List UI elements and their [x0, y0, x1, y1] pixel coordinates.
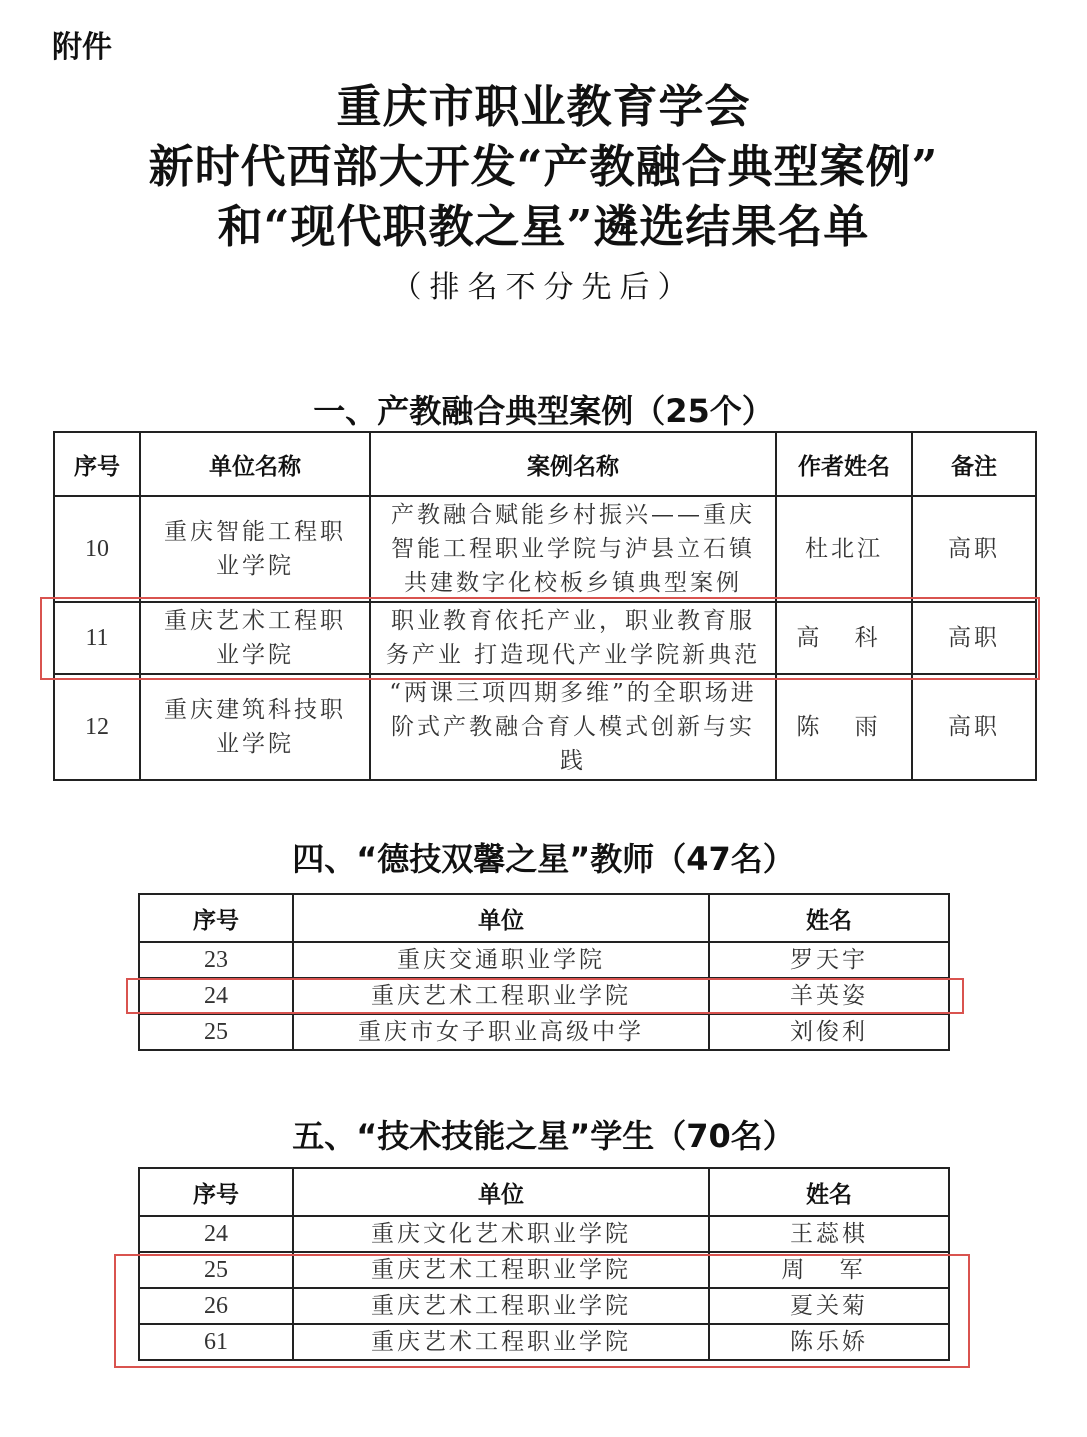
header-author: 作者姓名	[776, 432, 912, 496]
row-author: 杜北江	[776, 496, 912, 602]
row-name: 王蕊棋	[709, 1216, 949, 1252]
title-line-1: 重庆市职业教育学会	[336, 80, 751, 133]
row-name: 陈乐娇	[709, 1324, 949, 1360]
row-name: 夏关菊	[709, 1288, 949, 1324]
row-no: 24	[139, 978, 293, 1014]
section4-table	[138, 893, 950, 1051]
table-header-row	[139, 1168, 949, 1216]
highlight-box	[114, 1254, 970, 1368]
header-case: 案例名称	[370, 432, 776, 496]
row-name: 羊英姿	[709, 978, 949, 1014]
row-unit: 重庆智能工程职业学院	[140, 496, 370, 602]
row-unit: 重庆艺术工程职业学院	[293, 978, 709, 1014]
row-case: 产教融合赋能乡村振兴——重庆智能工程职业学院与泸县立石镇共建数字化校板乡镇典型案例	[370, 496, 776, 602]
row-no: 26	[139, 1288, 293, 1324]
table-row	[54, 674, 1036, 780]
table-row	[54, 496, 1036, 602]
title-line-3: 和“现代职教之星”遴选结果名单	[217, 200, 870, 253]
header-note: 备注	[912, 432, 1036, 496]
row-no: 24	[139, 1216, 293, 1252]
table-header-row	[139, 894, 949, 942]
row-author: 陈 雨	[776, 674, 912, 780]
table-row	[139, 1014, 949, 1050]
header-unit: 单位	[293, 1168, 709, 1216]
header-name: 姓名	[709, 1168, 949, 1216]
subtitle: （排名不分先后）	[391, 270, 696, 305]
row-note: 高职	[912, 674, 1036, 780]
header-no: 序号	[139, 1168, 293, 1216]
header-name: 姓名	[709, 894, 949, 942]
header-unit: 单位	[293, 894, 709, 942]
row-no: 25	[139, 1014, 293, 1050]
title-line-2: 新时代西部大开发“产教融合典型案例”	[148, 140, 939, 193]
row-case: “两课三项四期多维”的全职场进阶式产教融合育人模式创新与实践	[370, 674, 776, 780]
row-note: 高职	[912, 496, 1036, 602]
highlight-box	[40, 597, 1040, 680]
row-no: 61	[139, 1324, 293, 1360]
row-unit: 重庆交通职业学院	[293, 942, 709, 978]
row-name: 周 军	[709, 1252, 949, 1288]
table-row	[139, 942, 949, 978]
row-name: 罗天宇	[709, 942, 949, 978]
header-no: 序号	[54, 432, 140, 496]
row-unit: 重庆文化艺术职业学院	[293, 1216, 709, 1252]
highlight-box	[126, 978, 964, 1014]
row-unit: 重庆艺术工程职业学院	[140, 602, 370, 674]
section1-heading: 一、产教融合典型案例（25个）	[313, 392, 774, 430]
header-no: 序号	[139, 894, 293, 942]
row-no: 10	[54, 496, 140, 602]
row-no: 11	[54, 602, 140, 674]
row-unit: 重庆艺术工程职业学院	[293, 1252, 709, 1288]
row-unit: 重庆艺术工程职业学院	[293, 1324, 709, 1360]
row-unit: 重庆艺术工程职业学院	[293, 1288, 709, 1324]
attachment-label: 附件	[52, 30, 112, 65]
row-author: 高 科	[776, 602, 912, 674]
row-case: 职业教育依托产业，职业教育服务产业 打造现代产业学院新典范	[370, 602, 776, 674]
row-no: 25	[139, 1252, 293, 1288]
section5-heading: 五、“技术技能之星”学生（70名）	[292, 1117, 795, 1155]
header-unit: 单位名称	[140, 432, 370, 496]
row-name: 刘俊利	[709, 1014, 949, 1050]
table-header-row	[54, 432, 1036, 496]
row-no: 12	[54, 674, 140, 780]
row-note: 高职	[912, 602, 1036, 674]
row-no: 23	[139, 942, 293, 978]
row-unit: 重庆建筑科技职业学院	[140, 674, 370, 780]
section4-heading: 四、“德技双馨之星”教师（47名）	[292, 840, 795, 878]
table-row	[139, 1216, 949, 1252]
row-unit: 重庆市女子职业高级中学	[293, 1014, 709, 1050]
